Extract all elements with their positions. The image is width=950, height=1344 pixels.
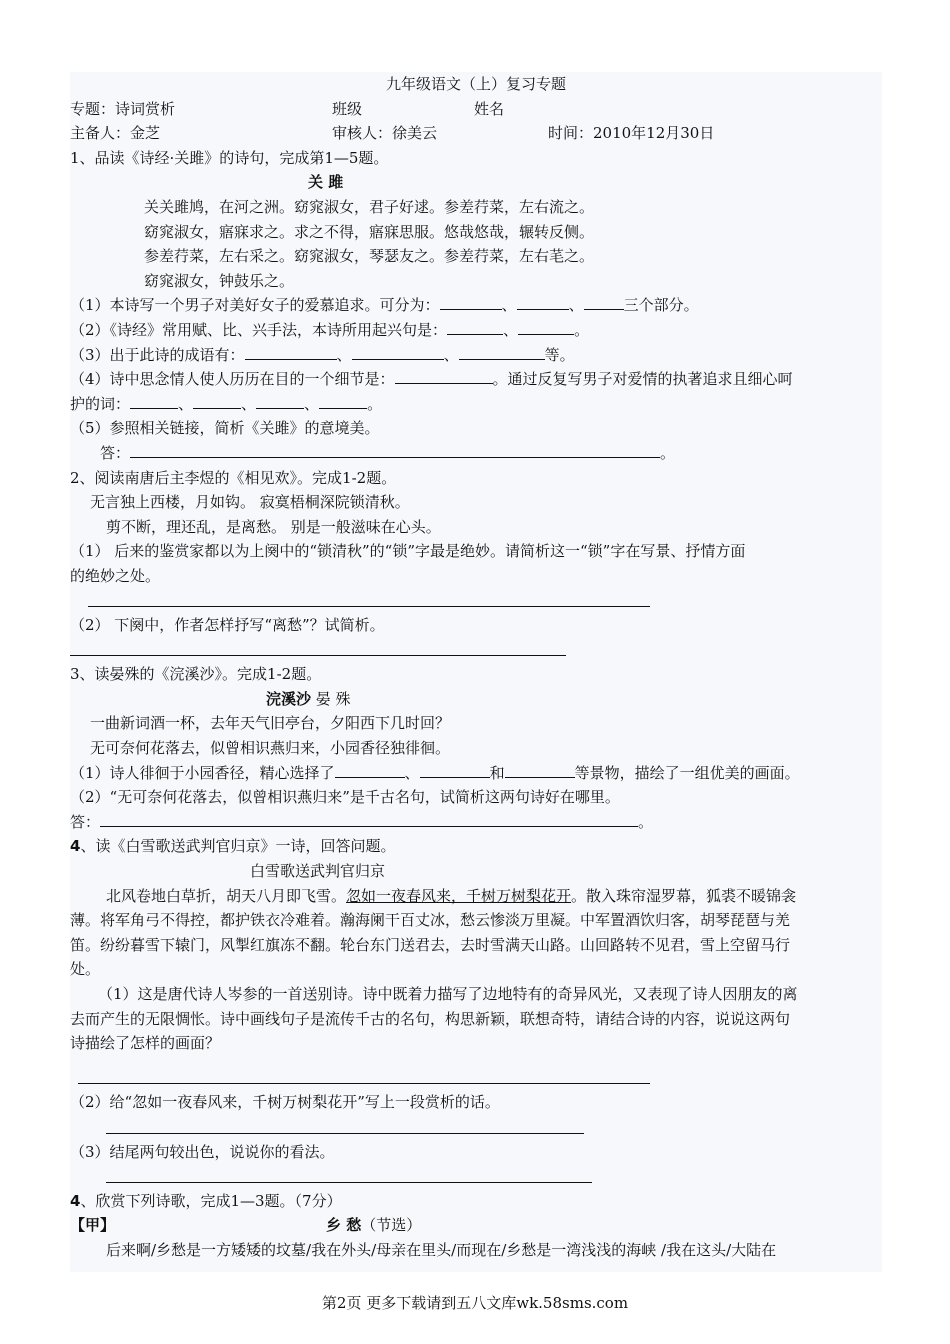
q1-sub-4-cont: 护的词： 、 、 、 。 xyxy=(70,392,882,417)
q1-poem-line-2: 窈窕淑女，寤寐求之。求之不得，寤寐思服。悠哉悠哉，辗转反侧。 xyxy=(144,222,595,241)
q1-sub-3: （3）出于此诗的成语有： 、 、 等。 xyxy=(70,343,882,368)
reviewer-label: 审核人：徐美云 xyxy=(332,124,438,143)
q3-heading: 3、读晏殊的《浣溪沙》。完成1-2题。 xyxy=(70,665,322,684)
q1-poem-title: 关 雎 xyxy=(308,173,344,192)
answer-blank[interactable] xyxy=(420,761,490,778)
q5-label: 【甲】 xyxy=(70,1216,116,1235)
q2-answer-rule-1[interactable] xyxy=(70,588,882,613)
q3-sub-1: （1）诗人徘徊于小园香径，精心选择了 、 和 等景物，描绘了一组优美的画面。 xyxy=(70,761,882,786)
answer-blank[interactable] xyxy=(517,293,569,310)
header-row-1 xyxy=(70,97,882,122)
q1-sub-5: （5）参照相关链接，简析《关雎》的意境美。 xyxy=(70,419,380,438)
answer-blank[interactable] xyxy=(130,392,178,409)
q4-poem-line-3: 笛。纷纷暮雪下辕门，风掣红旗冻不翻。轮台东门送君去，去时雪满天山路。山回路转不见君，雪上空留马行 xyxy=(70,935,791,954)
q5-poem-line-1: 后来啊/乡愁是一方矮矮的坟墓/我在外头/母亲在里头/而现在/乡愁是一湾浅浅的海峡 /我在这头/大陆在 xyxy=(106,1240,777,1259)
answer-blank[interactable] xyxy=(245,343,337,360)
topic-label: 专题：诗词赏析 xyxy=(70,99,176,118)
q5-poem-title: 乡 愁 xyxy=(326,1216,362,1235)
name-label: 姓名 xyxy=(474,99,505,118)
q3-poem-line-1: 一曲新词酒一杯，去年天气旧亭台，夕阳西下几时回？ xyxy=(90,714,451,733)
q1-poem-line-1: 关关雎鸠，在河之洲。窈窕淑女，君子好逑。参差荇菜，左右流之。 xyxy=(144,197,595,216)
answer-blank[interactable] xyxy=(505,761,575,778)
q4-poem-line-2: 薄。将军角弓不得控，都护铁衣冷难着。瀚海阑干百丈冰，愁云惨淡万里凝。中军置酒饮归客，胡琴琵琶与羌 xyxy=(70,911,791,930)
q2-poem-line-2: 剪不断，理还乱，是离愁。 别是一般滋味在心头。 xyxy=(106,517,441,536)
page-content xyxy=(70,72,882,1272)
q4-sub-2: （2）给“忽如一夜春风来，千树万树梨花开”写上一段赏析的话。 xyxy=(70,1093,500,1112)
q1-poem-line-4: 窈窕淑女，钟鼓乐之。 xyxy=(144,271,295,290)
q3-poem-title: 浣溪沙 xyxy=(266,689,312,708)
q2-sub-1: （1） 后来的鉴赏家都以为上阕中的“锁清秋”的“锁”字最是绝妙。请简析这一“锁”字在写景、抒情方面 xyxy=(70,542,746,561)
q4-poem-title: 白雪歌送武判官归京 xyxy=(250,862,386,880)
q4-poem-line-4: 处。 xyxy=(70,960,101,979)
q4-sub-3: （3）结尾两句较出色，说说你的看法。 xyxy=(70,1142,335,1161)
answer-blank[interactable] xyxy=(352,343,444,360)
answer-blank[interactable] xyxy=(584,293,624,310)
answer-blank[interactable] xyxy=(256,392,304,409)
q3-poem-line-2: 无可奈何花落去，似曾相识燕归来，小园香径独徘徊。 xyxy=(90,739,451,758)
preparer-label: 主备人：金芝 xyxy=(70,124,161,143)
answer-blank[interactable] xyxy=(100,810,638,827)
q2-sub-1-cont: 的绝妙之处。 xyxy=(70,566,161,585)
answer-blank[interactable] xyxy=(395,367,493,384)
q1-answer-line: 答： 。 xyxy=(70,441,882,466)
q5-title-line xyxy=(70,1213,882,1238)
q4-answer-rule-3[interactable] xyxy=(70,1164,882,1189)
q4-sub-1: （1）这是唐代诗人岑参的一首送别诗。诗中既着力描写了边地特有的奇异风光，又表现了诗人因朋友的离 xyxy=(98,984,798,1003)
page-footer: 第2页 更多下载请到五八文库wk.58sms.com xyxy=(321,1294,629,1312)
q2-heading: 2、阅读南唐后主李煜的《相见欢》。完成1-2题。 xyxy=(70,468,397,487)
answer-blank[interactable] xyxy=(130,441,660,458)
doc-title: 九年级语文（上）复习专题 xyxy=(385,75,566,93)
q1-poem-line-3: 参差荇菜，左右采之。窈窕淑女，琴瑟友之。参差荇菜，左右芼之。 xyxy=(144,247,595,266)
q4-answer-rule-1[interactable] xyxy=(70,1066,882,1091)
answer-blank[interactable] xyxy=(459,343,545,360)
answer-blank[interactable] xyxy=(319,392,367,409)
q3-poem-title-line xyxy=(70,687,882,712)
q1-sub-4: （4）诗中思念情人使人历历在目的一个细节是： 。通过反复写男子对爱情的执著追求且细心呵 xyxy=(70,367,882,392)
q5-heading: 4、欣赏下列诗歌，完成1—3题。（7分） xyxy=(70,1191,342,1210)
header-row-2 xyxy=(70,121,882,146)
q1-heading: 1、品读《诗经·关雎》的诗句，完成第1—5题。 xyxy=(70,148,389,167)
answer-blank[interactable] xyxy=(518,318,574,335)
q3-poem-author: 晏 殊 xyxy=(311,689,351,708)
q3-answer-line: 答： 。 xyxy=(70,810,882,835)
q1-sub-1: （1）本诗写一个男子对美好女子的爱慕追求。可分为： 、 、 三个部分。 xyxy=(70,293,882,318)
answer-blank[interactable] xyxy=(193,392,241,409)
q2-sub-2: （2） 下阕中，作者怎样抒写“离愁”？试简析。 xyxy=(70,616,385,635)
q4-heading: 4、读《白雪歌送武判官归京》一诗，回答问题。 xyxy=(70,837,396,856)
answer-blank[interactable] xyxy=(447,318,503,335)
answer-blank[interactable] xyxy=(335,761,405,778)
q4-poem-line-1: 北风卷地白草折，胡天八月即飞雪。忽如一夜春风来，千树万树梨花开。散入珠帘湿罗幕，狐裘不暖锦衾 xyxy=(106,886,797,905)
date-label: 时间：2010年12月30日 xyxy=(548,124,715,143)
underlined-verse: 忽如一夜春风来，千树万树梨花开 xyxy=(346,886,572,905)
q5-poem-title-wrap xyxy=(326,1213,421,1238)
q2-answer-rule-2[interactable] xyxy=(70,638,882,663)
q1-sub-2: （2）《诗经》常用赋、比、兴手法，本诗所用起兴句是： 、 。 xyxy=(70,318,882,343)
q4-sub-1-cont-1: 去而产生的无限惆怅。诗中画线句子是流传千古的名句，构思新颖，联想奇特，请结合诗的内容，说说这两句 xyxy=(70,1009,791,1028)
q2-poem-line-1: 无言独上西楼，月如钩。 寂寞梧桐深院锁清秋。 xyxy=(90,493,410,512)
q4-answer-rule-2[interactable] xyxy=(70,1115,882,1140)
q3-sub-2: （2）“无可奈何花落去，似曾相识燕归来”是千古名句，试简析这两句诗好在哪里。 xyxy=(70,788,620,807)
answer-blank[interactable] xyxy=(440,293,502,310)
q5-poem-note: （节选） xyxy=(361,1216,422,1235)
class-label: 班级 xyxy=(332,99,363,118)
q4-sub-1-cont-2: 诗描绘了怎样的画面？ xyxy=(70,1034,221,1053)
